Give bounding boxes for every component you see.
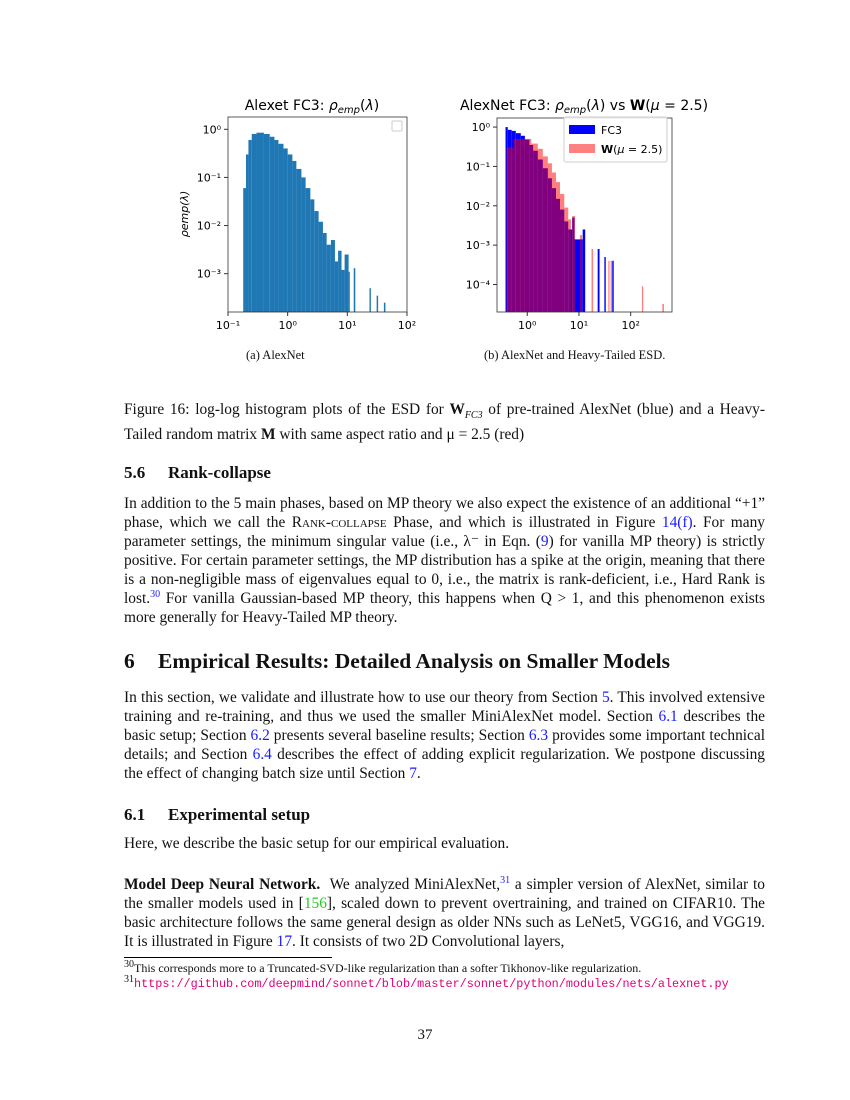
figure-link[interactable]: 17 (276, 933, 293, 950)
y-tick-label: 10⁻² (196, 219, 221, 233)
histogram-bar (564, 208, 568, 312)
histogram-bar (531, 144, 537, 312)
histogram-bar (580, 235, 582, 312)
section-title: Experimental setup (168, 805, 311, 824)
text: ], scaled down to prevent overtraining, and trained on CIFAR10. The basic architecture follows the same general design as older NNs such as LeNet5, VGG16, and VGG19. It is illustrated in Figure (124, 895, 765, 950)
paragraph-intro: Here, we describe the basic setup for our empirical evaluation. (124, 835, 510, 852)
legend-label-fc3: FC3 (601, 124, 623, 137)
x-tick-label: 10⁻¹ (215, 319, 241, 332)
y-tick-label: 10⁻⁴ (465, 278, 490, 292)
legend-swatch-w (569, 144, 595, 153)
histogram-bar (598, 249, 600, 312)
histogram-bar (507, 148, 514, 312)
footnote-number: 30 (124, 959, 134, 970)
subcaption-a: (a) AlexNet (246, 348, 305, 362)
text: a simpler version of AlexNet, similar to the smaller models used in [ (124, 876, 765, 912)
histogram-bar (560, 194, 564, 312)
text: In addition to the 5 main phases, based on MP theory we also expect the existence of an additional “+1” phase, which we call the (124, 495, 765, 531)
histogram-bar (611, 261, 612, 312)
footnote-link[interactable]: 30 (150, 588, 161, 600)
footnote-30 (124, 961, 641, 976)
chart-title: AlexNet FC3: $\rho_{emp}(\lambda)$ vs W(μ = 2.5) (459, 98, 709, 116)
histogram-bar (662, 304, 664, 312)
subcaption-b: (b) AlexNet and Heavy-Tailed ESD. (484, 348, 666, 362)
footnote-text: This corresponds more to a Truncated-SVD-like regularization than a softer Tikhonov-like regularization. (134, 961, 642, 975)
caption-text: log-log histogram plots of the ESD for (195, 401, 444, 418)
footnote-url-link[interactable]: https://github.com/deepmind/sonnet/blob/master/sonnet/python/modules/nets/alexnet.py (134, 977, 729, 991)
text: In this section, we validate and illustrate how to use our theory from Section (124, 689, 598, 706)
legend-swatch-fc3 (569, 125, 595, 134)
y-tick-label: 10⁻² (465, 199, 490, 213)
histogram-bar (568, 219, 571, 312)
paragraph-model (124, 875, 765, 951)
x-tick-label: 10¹ (569, 319, 589, 332)
footnote-number: 31 (124, 974, 134, 985)
page-number: 37 (417, 1027, 433, 1043)
histogram-bar (552, 173, 556, 312)
section-number: 5.6 (124, 463, 146, 482)
text: describes the basic setup; Section (124, 708, 765, 744)
y-tick-label: 10⁰ (471, 121, 490, 135)
x-tick-label: 10⁰ (278, 319, 297, 332)
y-tick-label: 10⁰ (202, 123, 221, 137)
histogram-alexnet-vs-heavy-tailed (0, 0, 720, 340)
caption-math: FC3 (464, 410, 483, 422)
footnote-link[interactable]: 31 (500, 874, 511, 886)
histogram-bar (592, 249, 594, 312)
figure-caption (124, 400, 765, 444)
histogram-bar (543, 156, 548, 312)
histogram-bar (514, 139, 532, 312)
citation-link[interactable]: 156 (303, 895, 327, 912)
paragraph-heading: Model Deep Neural Network. (124, 876, 321, 893)
equation-link[interactable]: 9 (540, 533, 549, 550)
text: . This involved extensive training and re-training, and thus we used the smaller MiniAlexNet model. Section (124, 689, 765, 725)
section-link[interactable]: 6.3 (528, 727, 549, 744)
section-heading-6 (124, 649, 670, 674)
histogram-bar (583, 229, 586, 312)
section-title: Rank-collapse (168, 463, 271, 482)
section-number: 6 (124, 649, 135, 673)
legend (564, 117, 667, 162)
y-tick-label: 10⁻³ (465, 239, 490, 253)
caption-math: W (449, 401, 465, 418)
caption-text: of pre-trained AlexNet (blue) and a Heavy-Tailed random matrix (124, 401, 765, 444)
section-title: Empirical Results: Detailed Analysis on Smaller Models (158, 649, 671, 673)
text: describes the effect of adding explicit regularization. We postpone discussing the effect of changing batch size until Section (124, 746, 765, 782)
footnote-31 (124, 976, 729, 992)
histogram-bar (604, 257, 605, 312)
section-link[interactable]: 6.2 (250, 727, 270, 744)
text: We analyzed MiniAlexNet, (329, 876, 501, 893)
text: . It consists of two 2D Convolutional layers, (292, 933, 565, 950)
chart-title: Alexet FC3: $\rho_{emp}(\lambda)$ (244, 98, 380, 116)
x-tick-label: 10² (621, 319, 640, 332)
text: . For many parameter settings, the minimum singular value (i.e., λ⁻ in Eqn. ( (124, 514, 765, 550)
section-heading-5-6 (124, 463, 271, 483)
section-link[interactable]: 7 (409, 765, 417, 782)
y-tick-label: 10⁻³ (196, 267, 221, 281)
histogram-bar (538, 149, 543, 312)
caption-math: M (260, 426, 276, 444)
text: presents several baseline results; Section (273, 727, 525, 744)
histogram-bar (612, 261, 613, 312)
caption-label: Figure 16: (124, 401, 190, 418)
section-heading-6-1 (124, 805, 310, 825)
x-tick-label: 10¹ (338, 319, 357, 332)
histogram-bar (548, 163, 552, 312)
section-number: 6.1 (124, 805, 146, 824)
text: Phase, and which is illustrated in Figure (393, 514, 656, 531)
section-link[interactable]: 6.1 (658, 708, 678, 725)
text: Rank-collapse (291, 514, 387, 531)
histogram-bar (572, 216, 575, 312)
y-tick-label: 10⁻¹ (465, 160, 490, 174)
text: . (416, 765, 421, 782)
histogram-bar (642, 286, 643, 312)
y-tick-label: 10⁻¹ (196, 171, 221, 185)
section-link[interactable]: 5 (601, 689, 610, 706)
text: provides some important technical details; and Section (124, 727, 765, 763)
histogram-bar (556, 182, 560, 312)
section-link[interactable]: 6.4 (252, 746, 272, 763)
text: For vanilla Gaussian-based MP theory, this happens when Q > 1, and this phenomenon exists more generally for Heavy-Tailed MP theory. (124, 590, 765, 626)
y-axis-label: ρemp(λ) (178, 190, 191, 238)
histogram-bar (608, 261, 609, 312)
legend-label-w: W(μ = 2.5) (601, 143, 663, 156)
x-tick-label: 10⁰ (518, 319, 537, 332)
x-tick-label: 10² (397, 319, 417, 332)
paragraph-rank-collapse (124, 494, 765, 627)
text: ) for vanilla MP theory) is strictly positive. For certain parameter settings, the MP distribution has a spike at the origin, meaning that there is a non-negligible mass of eigenvalues equal to 0, i.e., the matrix is rank-deficient, i.e., Hard Rank is lost. (124, 533, 765, 607)
footnote-rule (124, 957, 332, 958)
paragraph-section-6 (124, 688, 765, 783)
caption-text: with same aspect ratio and μ = 2.5 (red) (279, 426, 525, 444)
figure-link[interactable]: 14(f) (661, 514, 693, 531)
